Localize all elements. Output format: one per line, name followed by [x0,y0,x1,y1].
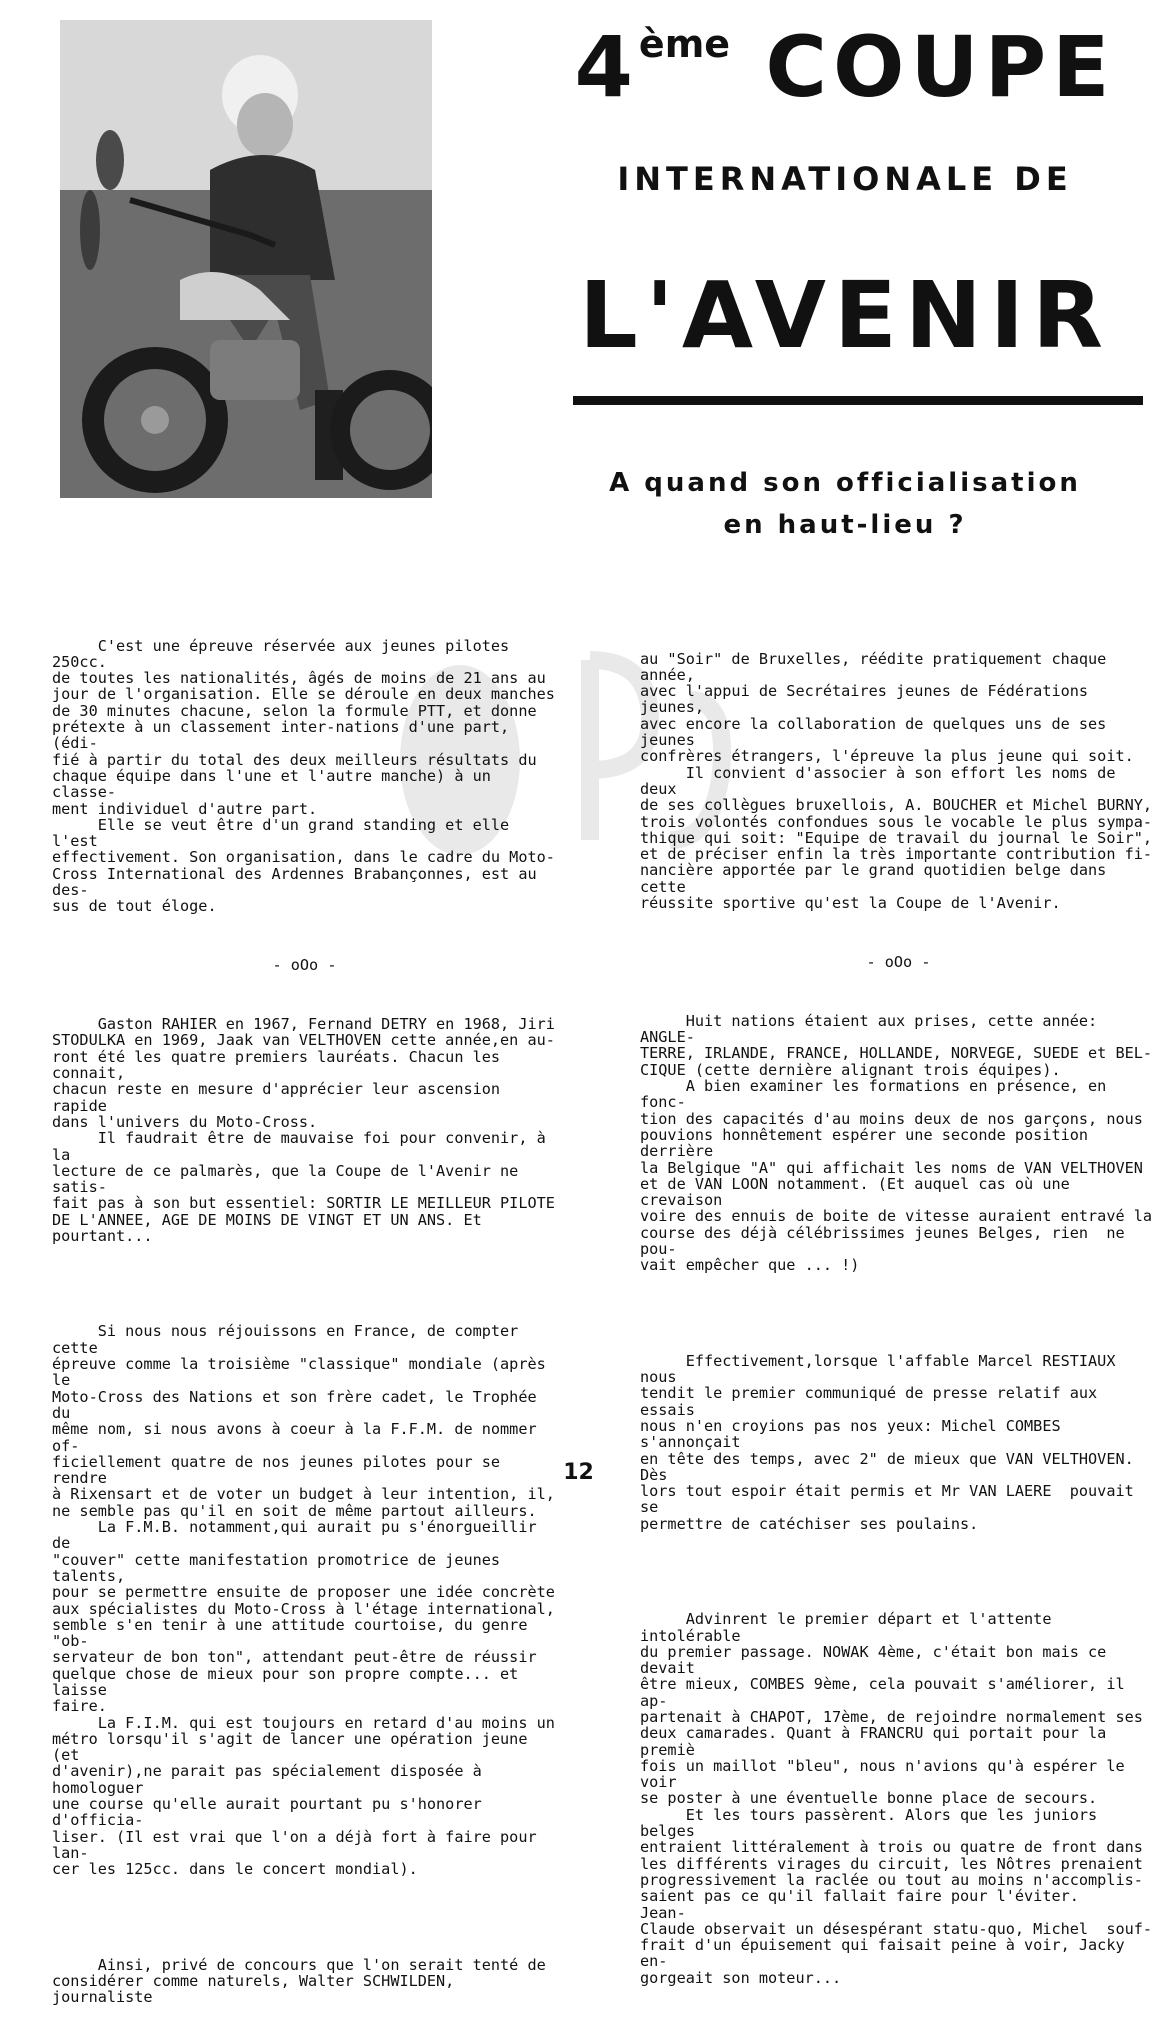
right-paragraph-1: au "Soir" de Bruxelles, réédite pratiquement chaque année, avec l'appui de Secrétaires jeunes de Fédérations jeunes, avec encore la collaboration de quelques uns de ses jeunes confrères étrangers, l'épreuve la plus jeune qui soit. Il convient d'associer à son effort les noms de deux de ses collègues bruxellois, A. BOUCHER et Michel BURNY, trois volontés confondues sous le vocable le plus sympa- thique qui soit: "Equipe de travail du journal le Soir", et de préciser enfin la très importante contribution fi- nancière apportée par le grand quotidien belge dans cette réussite sportive qu'est la Coupe de l'Avenir. [640,649,1153,913]
headline-internationale: INTERNATIONALE DE [617,160,1073,198]
right-paragraph-3: Effectivement,lorsque l'affable Marcel RESTIAUX nous tendit le premier communiqué de presse relatif aux essais nous n'en croyions pas nos yeux: Michel COMBES s'annonçait en tête des temps, avec 2" de mieux que VAN VELTHOVEN. Dès lors tout espoir était permis et Mr VAN LAERE pouvait se permettre de catéchiser ses poulains. [640,1351,1134,1533]
left-paragraph-2: Gaston RAHIER en 1967, Fernand DETRY en 1968, Jiri STODULKA en 1969, Jaak van VELTHOVEN cette année,en au- ront été les quatre premiers lauréats. Chacun les connait, chacun reste en mesure d'apprécier leur ascension rapide dans l'univers du Moto-Cross. Il faudrait être de mauvaise foi pour convenir, à la lecture de ce palmarès, que la Coupe de l'Avenir ne satis- fait pas à son but essentiel: SORTIR LE MEILLEUR PILOTE DE L'ANNEE, AGE DE MOINS DE VINGT ET UN ANS. Et pourtant... [52,1015,555,1245]
headline-coupe-word: COUPE [765,18,1116,116]
right-gap-2 [640,1565,1157,1579]
right-gap [640,1306,1157,1320]
headline-superscript: ème [638,22,731,66]
headline-rule [573,396,1143,405]
left-paragraph-3: Si nous nous réjouissons en France, de compter cette épreuve comme la troisième "classique" mondiale (après le Moto-Cross des Nations et son frère cadet, le Trophée du même nom, si nous avons à coeur à la F.F.M. de nommer of- ficiellement quatre de nos jeunes pilotes pour se rendre à Rixensart et de voter un budget à leur intention, il, ne semble pas qu'il en soit de même partout ailleurs. La F.M.B. notamment,qui aurait pu s'énorgueillir de "couver" cette manifestation promotrice de jeunes talents, pour se permettre ensuite de proposer une idée concrète aux spécialistes du Moto-Cross à l'étage international, semble s'en tenir à une attitude courtoise, du genre "ob- servateur de bon ton", attendant peut-être de réussir quelque chose de mieux pour son propre compte... et laisse faire. La F.I.M. qui est toujours en retard d'au moins un métro lorsqu'il s'agit de lancer une opération jeune (et d'avenir),ne parait pas spécialement disposée à homologuer une course qu'elle aurait pourtant pu s'honorer d'officia- liser. (Il est vrai que l'on a déjà fort à faire pour lan- cer les 125cc. dans le concert mondial). [52,1322,555,1879]
right-paragraph-2: Huit nations étaient aux prises, cette année: ANGLE- TERRE, IRLANDE, FRANCE, HOLLANDE, NORVEGE, SUEDE et BEL- CIQUE (cette dernière alignant trois équipes). A bien examiner les formations en présence, en fonc- tion des capacités d'au moins deux de nos garçons, nous pouvions honnêtement espérer une seconde position derrière la Belgique "A" qui affichait les noms de VAN VELTHOVEN et de VAN LOON notamment. (Et auquel cas où une crevaison voire des ennuis de boite de vitesse auraient entravé la course des déjà célébrissimes jeunes Belges, rien ne pou- vait empêcher que ... !) [640,1011,1153,1275]
left-gap [52,1277,557,1291]
photo-illustration [60,20,432,498]
subtitle-line1: A quand son officialisation [609,468,1081,498]
headline-coupe [540,18,1150,116]
headline-avenir: L'AVENIR [579,262,1111,369]
article-left-column [52,605,557,2022]
left-paragraph-4: Ainsi, privé de concours que l'on serait tenté de considérer comme naturels, Walter SCHWILDEN, journaliste [52,1955,546,2007]
right-paragraph-4: Advinrent le premier départ et l'attente intolérable du premier passage. NOWAK 4ème, c'était bon mais ce devait être mieux, COMBES 9ème, cela pouvait s'améliorer, il ap- partenait à CHAPOT, 17ème, de rejoindre normalement ses deux camarades. Quant à FRANCRU qui portait pour la premiè fois un maillot "bleu", nous n'avions qu'à espérer le voir se poster à une éventuelle bonne place de secours. Et les tours passèrent. Alors que les juniors belges entraient littéralement à trois ou quatre de front dans les différents virages du circuit, les Nôtres prenaient progressivement la raclée ou tout au moins n'accomplis- saient pas ce qu'il fallait faire pour l'éviter. Jean- Claude observait un désespérant statu-quo, Michel souf- frait d'un épuisement qui faisait peine à voir, Jacky en- gorgeait son moteur... [640,1610,1153,1987]
left-separator: - oOo - [272,956,337,975]
page-number: 12 [563,1460,594,1485]
left-gap-2 [52,1910,557,1924]
right-separator: - oOo - [866,952,931,971]
subtitle [545,462,1145,546]
article-right-column [640,618,1157,2002]
headline-number: 4 [574,18,639,116]
photo-boy-on-minibike [60,20,432,498]
left-paragraph-1: C'est une épreuve réservée aux jeunes pilotes 250cc. de toutes les nationalités, âgés de moins de 21 ans au jour de l'organisation. Elle se déroule en deux manches de 30 minutes chacune, selon la formule PTT, et donne prétexte à un classement inter-nations d'une part, (édi- fié à partir du total des deux meilleurs résultats du chaque équipe dans l'une et l'autre manche) à un classe- ment individuel d'autre part. Elle se veut être d'un grand standing et elle l'est effectivement. Son organisation, dans le cadre du Moto- Cross International des Ardennes Brabançonnes, est au des- sus de tout éloge. [52,636,555,916]
subtitle-line2: en haut-lieu ? [723,510,967,540]
